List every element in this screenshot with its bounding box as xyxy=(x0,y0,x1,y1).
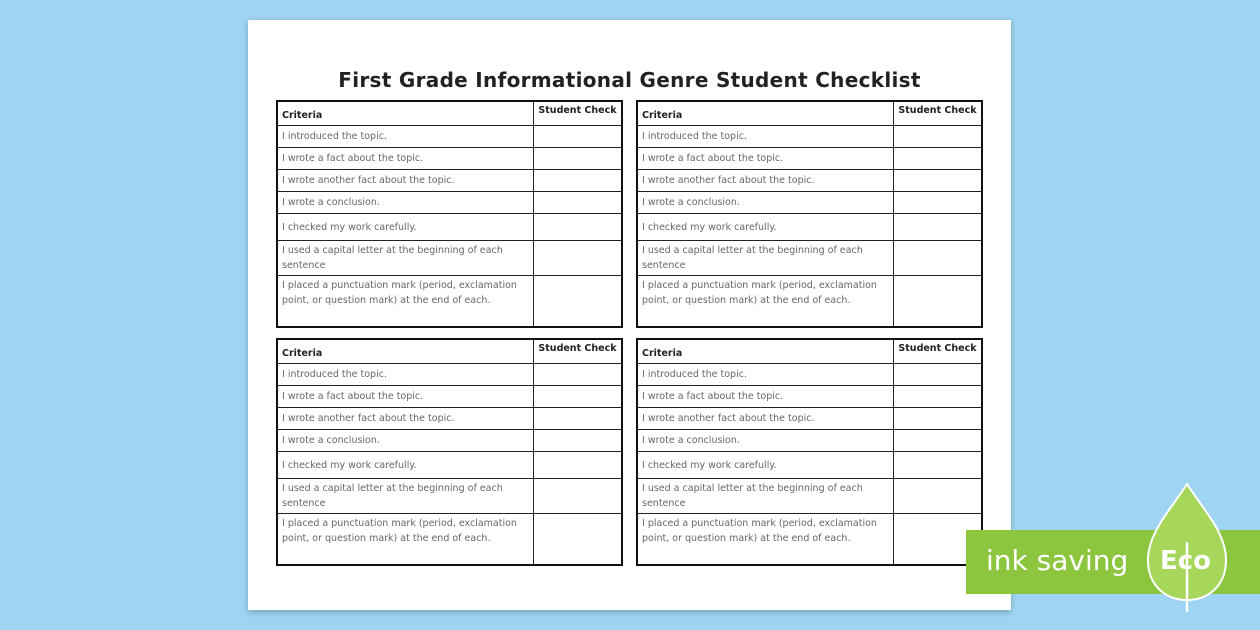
criteria-cell: I placed a punctuation mark (period, exclamation point, or question mark) at the end of each. xyxy=(278,514,534,564)
table-row xyxy=(638,514,981,564)
table-row xyxy=(278,192,621,214)
worksheet-page xyxy=(248,20,1011,610)
criteria-cell: I checked my work carefully. xyxy=(638,452,894,478)
table-header xyxy=(638,340,981,364)
criteria-header: Criteria xyxy=(638,102,894,125)
table-row xyxy=(278,364,621,386)
checklist-table xyxy=(636,100,983,328)
check-cell[interactable] xyxy=(534,192,621,213)
student-check-header: Student Check xyxy=(538,343,617,354)
table-row xyxy=(278,452,621,479)
criteria-header: Criteria xyxy=(278,340,534,363)
table-row xyxy=(278,214,621,241)
criteria-cell: I introduced the topic. xyxy=(638,364,894,385)
check-cell[interactable] xyxy=(894,364,981,385)
criteria-cell: I placed a punctuation mark (period, exclamation point, or question mark) at the end of each. xyxy=(638,514,894,564)
table-row xyxy=(278,241,621,276)
table-row xyxy=(638,276,981,326)
criteria-cell: I used a capital letter at the beginning of each sentence xyxy=(638,479,894,513)
criteria-cell: I wrote a conclusion. xyxy=(278,192,534,213)
check-cell[interactable] xyxy=(894,214,981,240)
table-row xyxy=(638,479,981,514)
criteria-header: Criteria xyxy=(278,102,534,125)
table-row xyxy=(278,430,621,452)
table-row xyxy=(278,276,621,326)
criteria-cell: I used a capital letter at the beginning of each sentence xyxy=(638,241,894,275)
checklist-table xyxy=(636,338,983,566)
table-row xyxy=(278,386,621,408)
table-row xyxy=(638,386,981,408)
check-cell[interactable] xyxy=(894,430,981,451)
criteria-cell: I wrote a conclusion. xyxy=(278,430,534,451)
table-row xyxy=(638,452,981,479)
check-cell[interactable] xyxy=(894,276,981,326)
table-header xyxy=(278,102,621,126)
criteria-cell: I introduced the topic. xyxy=(278,126,534,147)
criteria-cell: I used a capital letter at the beginning of each sentence xyxy=(278,241,534,275)
table-row xyxy=(638,214,981,241)
check-cell[interactable] xyxy=(894,241,981,275)
table-row xyxy=(278,148,621,170)
table-row xyxy=(638,241,981,276)
check-cell[interactable] xyxy=(894,148,981,169)
criteria-cell: I wrote a conclusion. xyxy=(638,430,894,451)
check-cell[interactable] xyxy=(534,430,621,451)
check-cell[interactable] xyxy=(894,170,981,191)
criteria-cell: I wrote a fact about the topic. xyxy=(638,148,894,169)
table-row xyxy=(638,408,981,430)
check-cell[interactable] xyxy=(534,170,621,191)
criteria-cell: I placed a punctuation mark (period, exclamation point, or question mark) at the end of each. xyxy=(638,276,894,326)
check-cell[interactable] xyxy=(534,514,621,564)
table-row xyxy=(638,430,981,452)
check-cell[interactable] xyxy=(534,479,621,513)
criteria-cell: I wrote another fact about the topic. xyxy=(278,170,534,191)
check-cell[interactable] xyxy=(894,126,981,147)
criteria-cell: I checked my work carefully. xyxy=(278,214,534,240)
criteria-cell: I wrote another fact about the topic. xyxy=(278,408,534,429)
table-row xyxy=(278,126,621,148)
criteria-cell: I wrote a fact about the topic. xyxy=(278,148,534,169)
check-cell[interactable] xyxy=(534,214,621,240)
check-cell[interactable] xyxy=(534,364,621,385)
criteria-cell: I wrote a conclusion. xyxy=(638,192,894,213)
student-check-header: Student Check xyxy=(898,105,977,116)
page-title: First Grade Informational Genre Student Checklist xyxy=(338,68,921,92)
student-check-header: Student Check xyxy=(898,343,977,354)
eco-label: Eco xyxy=(1160,546,1212,576)
table-row xyxy=(638,170,981,192)
table-header xyxy=(278,340,621,364)
check-cell[interactable] xyxy=(534,408,621,429)
check-cell[interactable] xyxy=(534,148,621,169)
ink-saving-label: ink saving xyxy=(986,544,1129,577)
check-cell[interactable] xyxy=(534,126,621,147)
table-header xyxy=(638,102,981,126)
criteria-cell: I introduced the topic. xyxy=(278,364,534,385)
check-cell[interactable] xyxy=(894,408,981,429)
criteria-cell: I checked my work carefully. xyxy=(278,452,534,478)
check-cell[interactable] xyxy=(894,192,981,213)
check-cell[interactable] xyxy=(894,479,981,513)
check-cell[interactable] xyxy=(534,452,621,478)
criteria-cell: I placed a punctuation mark (period, exclamation point, or question mark) at the end of each. xyxy=(278,276,534,326)
criteria-cell: I wrote a fact about the topic. xyxy=(638,386,894,407)
criteria-cell: I wrote another fact about the topic. xyxy=(638,408,894,429)
table-row xyxy=(638,192,981,214)
table-row xyxy=(278,170,621,192)
criteria-cell: I wrote a fact about the topic. xyxy=(278,386,534,407)
checklist-table xyxy=(276,100,623,328)
check-cell[interactable] xyxy=(534,386,621,407)
table-row xyxy=(638,364,981,386)
criteria-cell: I used a capital letter at the beginning of each sentence xyxy=(278,479,534,513)
table-row xyxy=(278,479,621,514)
table-row xyxy=(278,408,621,430)
table-row xyxy=(278,514,621,564)
criteria-header: Criteria xyxy=(638,340,894,363)
check-cell[interactable] xyxy=(534,276,621,326)
checklist-table xyxy=(276,338,623,566)
criteria-cell: I introduced the topic. xyxy=(638,126,894,147)
check-cell[interactable] xyxy=(894,452,981,478)
criteria-cell: I checked my work carefully. xyxy=(638,214,894,240)
table-row xyxy=(638,148,981,170)
table-row xyxy=(638,126,981,148)
student-check-header: Student Check xyxy=(538,105,617,116)
criteria-cell: I wrote another fact about the topic. xyxy=(638,170,894,191)
check-cell[interactable] xyxy=(894,386,981,407)
check-cell[interactable] xyxy=(534,241,621,275)
